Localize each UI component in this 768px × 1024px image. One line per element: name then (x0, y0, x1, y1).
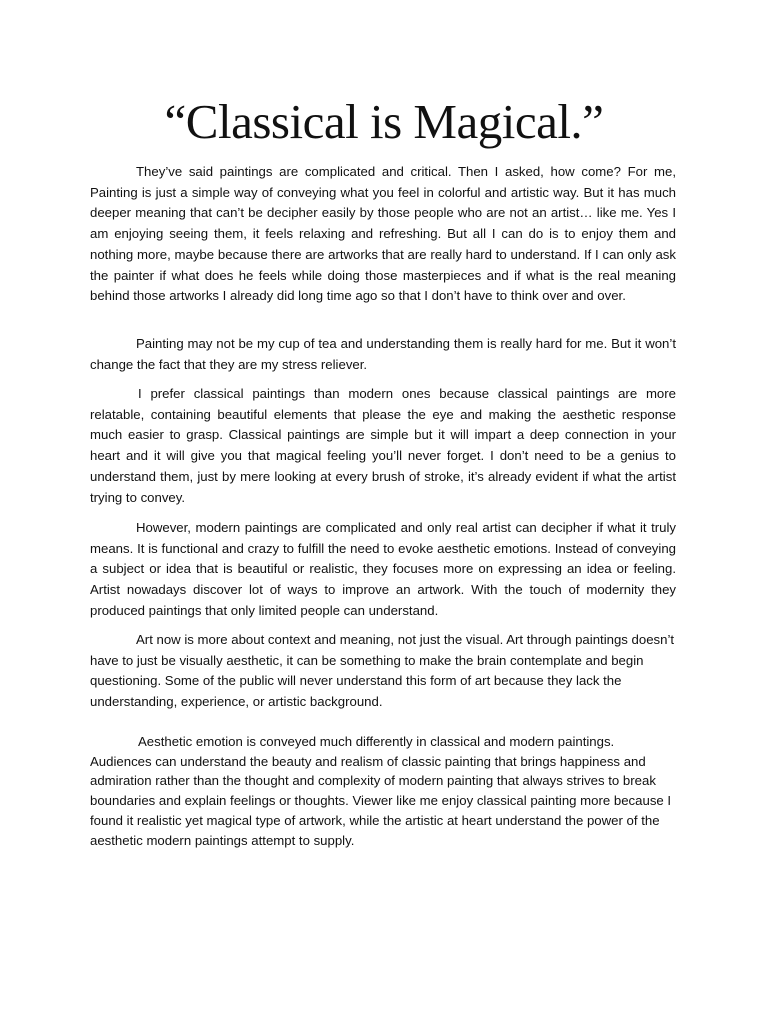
paragraph-2: Painting may not be my cup of tea and understanding them is really hard for me. But it won’t change the fact that they are my stress reliever. (90, 336, 676, 372)
paragraph-3: I prefer classical paintings than modern ones because classical paintings are more relatable, containing beautiful elements that please the eye and making the aesthetic response much easier to grasp. Classical paintings are simple but it will impart a deep connection in your heart and it will give you that magical feeling you’ll never forget. I don’t need to be a genius to understand them, just by mere looking at every brush of stroke, it’s already evident if what the artist trying to convey. (90, 386, 676, 505)
paragraph-6: Aesthetic emotion is conveyed much differently in classical and modern paintings. Audiences can understand the beauty and realism of classic painting that brings happiness and admiration rather than the thought and complexity of modern painting that always strives to break boundaries and explain feelings or thoughts. Viewer like me enjoy classical painting more because I found it realistic yet magical type of artwork, while the artistic at heart understand the power of the aesthetic modern paintings attempt to supply. (90, 734, 672, 848)
paragraph-4: However, modern paintings are complicated and only real artist can decipher if what it truly means. It is functional and crazy to fulfill the need to evoke aesthetic emotions. Instead of conveying a subject or idea that is beautiful or realistic, they focuses more on expressing an idea or feeling. Artist nowadays discover lot of ways to improve an artwork. With the touch of modernity they produced paintings that only limited people can understand. (90, 520, 676, 618)
document-title: “Classical is Magical.” (164, 94, 604, 149)
paragraph-5: Art now is more about context and meaning, not just the visual. Art through paintings doesn’t have to just be visually aesthetic, it can be something to make the brain contemplate and begin questioning. Some of the public will never understand this form of art because they lack the understanding, experience, or artistic background. (90, 632, 675, 710)
paragraph-1: They’ve said paintings are complicated and critical. Then I asked, how come? For me, Painting is just a simple way of conveying what you feel in colorful and artistic way. But it has much deeper meaning that can’t be decipher easily by those people who are not an artist… like me. Yes I am enjoying seeing them, it feels relaxing and refreshing. But all I can do is to enjoy them and nothing more, maybe because there are artworks that are really hard to understand. If I can only ask the painter if what does he feels while doing those masterpieces and if what is the real meaning behind those artworks I already did long time ago so that I don’t have to think over and over. (90, 164, 676, 304)
